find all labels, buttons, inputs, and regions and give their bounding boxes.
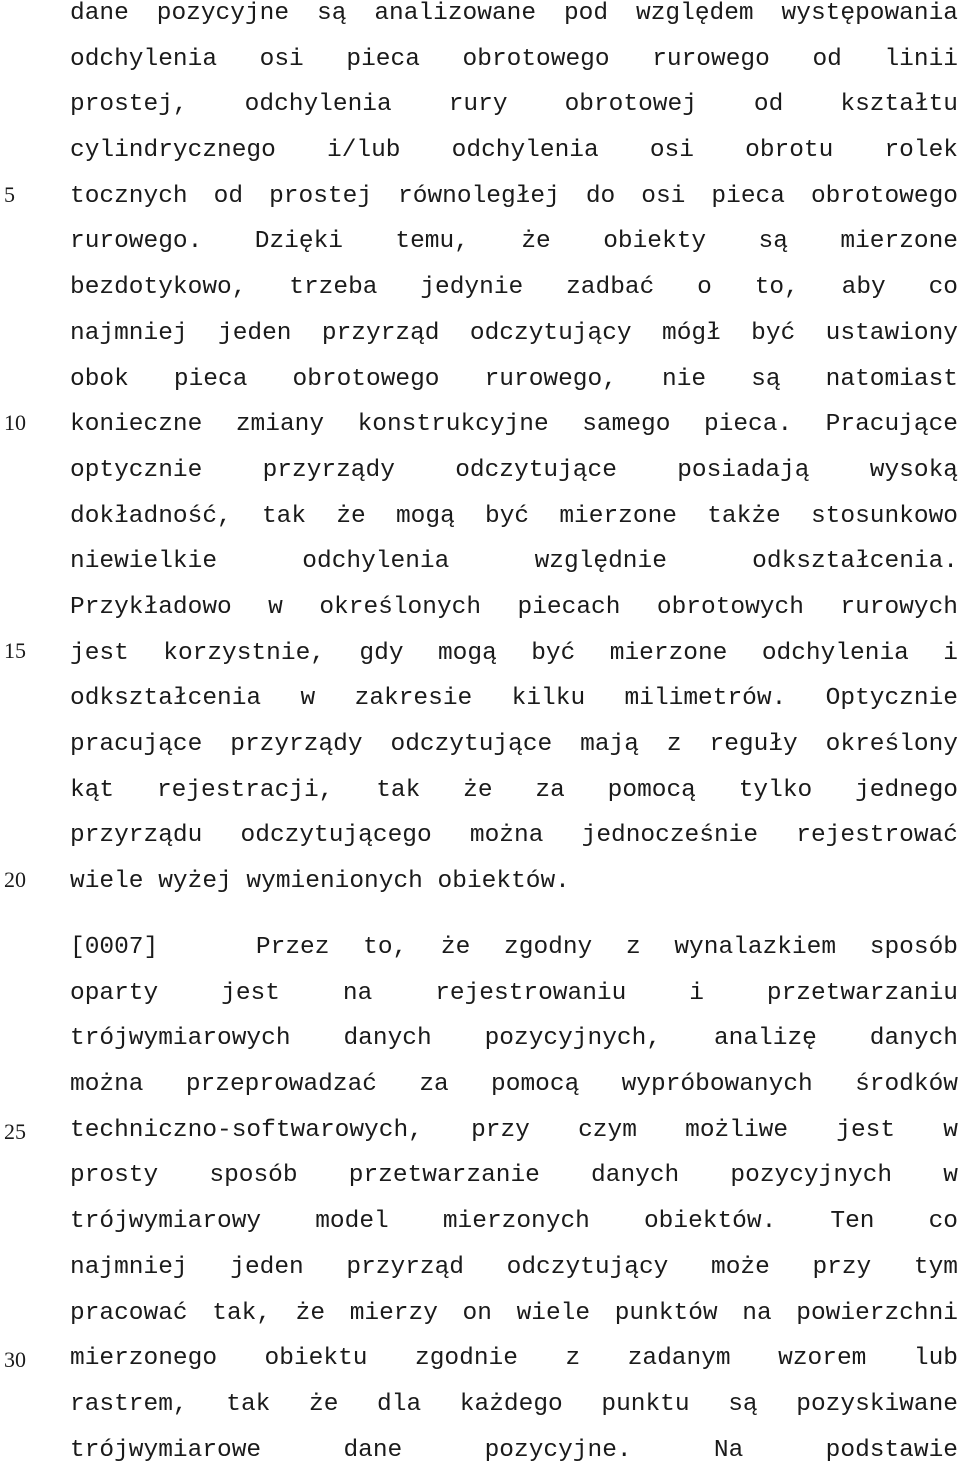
text-line: przyrządu odczytującego można jednocześnie rejestrować: [70, 822, 958, 850]
line-number-25: 25: [4, 1119, 26, 1144]
paragraph-number: [0007]: [70, 934, 159, 961]
text-line: niewielkie odchylenia względnie odkształcenia.: [70, 548, 958, 576]
text-line: odchylenia osi pieca obrotowego rurowego od linii: [70, 45, 958, 73]
text-line: trójwymiarowych danych pozycyjnych, analizę danych: [70, 1025, 958, 1053]
text-line: trójwymiarowe dane pozycyjne. Na podstawie: [70, 1436, 958, 1464]
text-line: Przykładowo w określonych piecach obrotowych rurowych: [70, 593, 958, 621]
text-line: najmniej jeden przyrząd odczytujący mógł być ustawiony: [70, 319, 958, 347]
line-number-10: 10: [4, 410, 26, 435]
text-line: cylindrycznego i/lub odchylenia osi obrotu rolek: [70, 137, 958, 165]
text-line: mierzonego obiektu zgodnie z zadanym wzorem lub: [70, 1345, 958, 1373]
line-number-5: 5: [4, 182, 15, 207]
text-line: można przeprowadzać za pomocą wypróbowanych środków: [70, 1071, 958, 1099]
paragraph-continued: [70, 0, 958, 905]
text-line: oparty jest na rejestrowaniu i przetwarzaniu: [70, 979, 958, 1007]
text-line: prostej, odchylenia rury obrotowej od kształtu: [70, 91, 958, 119]
text-line: dokładność, tak że mogą być mierzone także stosunkowo: [70, 502, 958, 530]
text-line: optycznie przyrządy odczytujące posiadają wysoką: [70, 456, 958, 484]
paragraph-0007: [70, 925, 958, 1473]
text-line: prosty sposób przetwarzanie danych pozycyjnych w: [70, 1162, 958, 1190]
text-line: bezdotykowo, trzeba jedynie zadbać o to, aby co: [70, 274, 958, 302]
line-number-30: 30: [4, 1347, 26, 1372]
text-line-first: [70, 925, 958, 971]
text-line: kąt rejestracji, tak że za pomocą tylko jednego: [70, 776, 958, 804]
text-line: odkształcenia w zakresie kilku milimetrów. Optycznie: [70, 685, 958, 713]
text-line: pracujące przyrządy odczytujące mają z reguły określony: [70, 731, 958, 758]
line-number-20: 20: [4, 867, 26, 892]
text-line: techniczno-softwarowych, przy czym możliwe jest w: [70, 1116, 958, 1144]
text-line: jest korzystnie, gdy mogą być mierzone odchylenia i: [70, 639, 958, 667]
text-line-last: wiele wyżej wymienionych obiektów.: [70, 868, 570, 896]
line-number-gutter: [0, 0, 40, 1468]
text-line: pracować tak, że mierzy on wiele punktów na powierzchni: [70, 1299, 958, 1327]
text-line: rastrem, tak że dla każdego punktu są pozyskiwane: [70, 1390, 958, 1418]
text-segment: Przez to, że zgodny z wynalazkiem sposób: [255, 934, 958, 961]
text-line: obok pieca obrotowego rurowego, nie są natomiast: [70, 365, 958, 393]
text-line: trójwymiarowy model mierzonych obiektów. Ten co: [70, 1208, 958, 1236]
text-line: rurowego. Dzięki temu, że obiekty są mierzone: [70, 228, 958, 256]
line-number-15: 15: [4, 638, 26, 663]
text-line: tocznych od prostej równoległej do osi pieca obrotowego: [70, 182, 958, 210]
text-line: najmniej jeden przyrząd odczytujący może przy tym: [70, 1253, 958, 1281]
text-line: dane pozycyjne są analizowane pod względem występowania: [70, 0, 958, 27]
text-line: konieczne zmiany konstrukcyjne samego pieca. Pracujące: [70, 411, 958, 439]
